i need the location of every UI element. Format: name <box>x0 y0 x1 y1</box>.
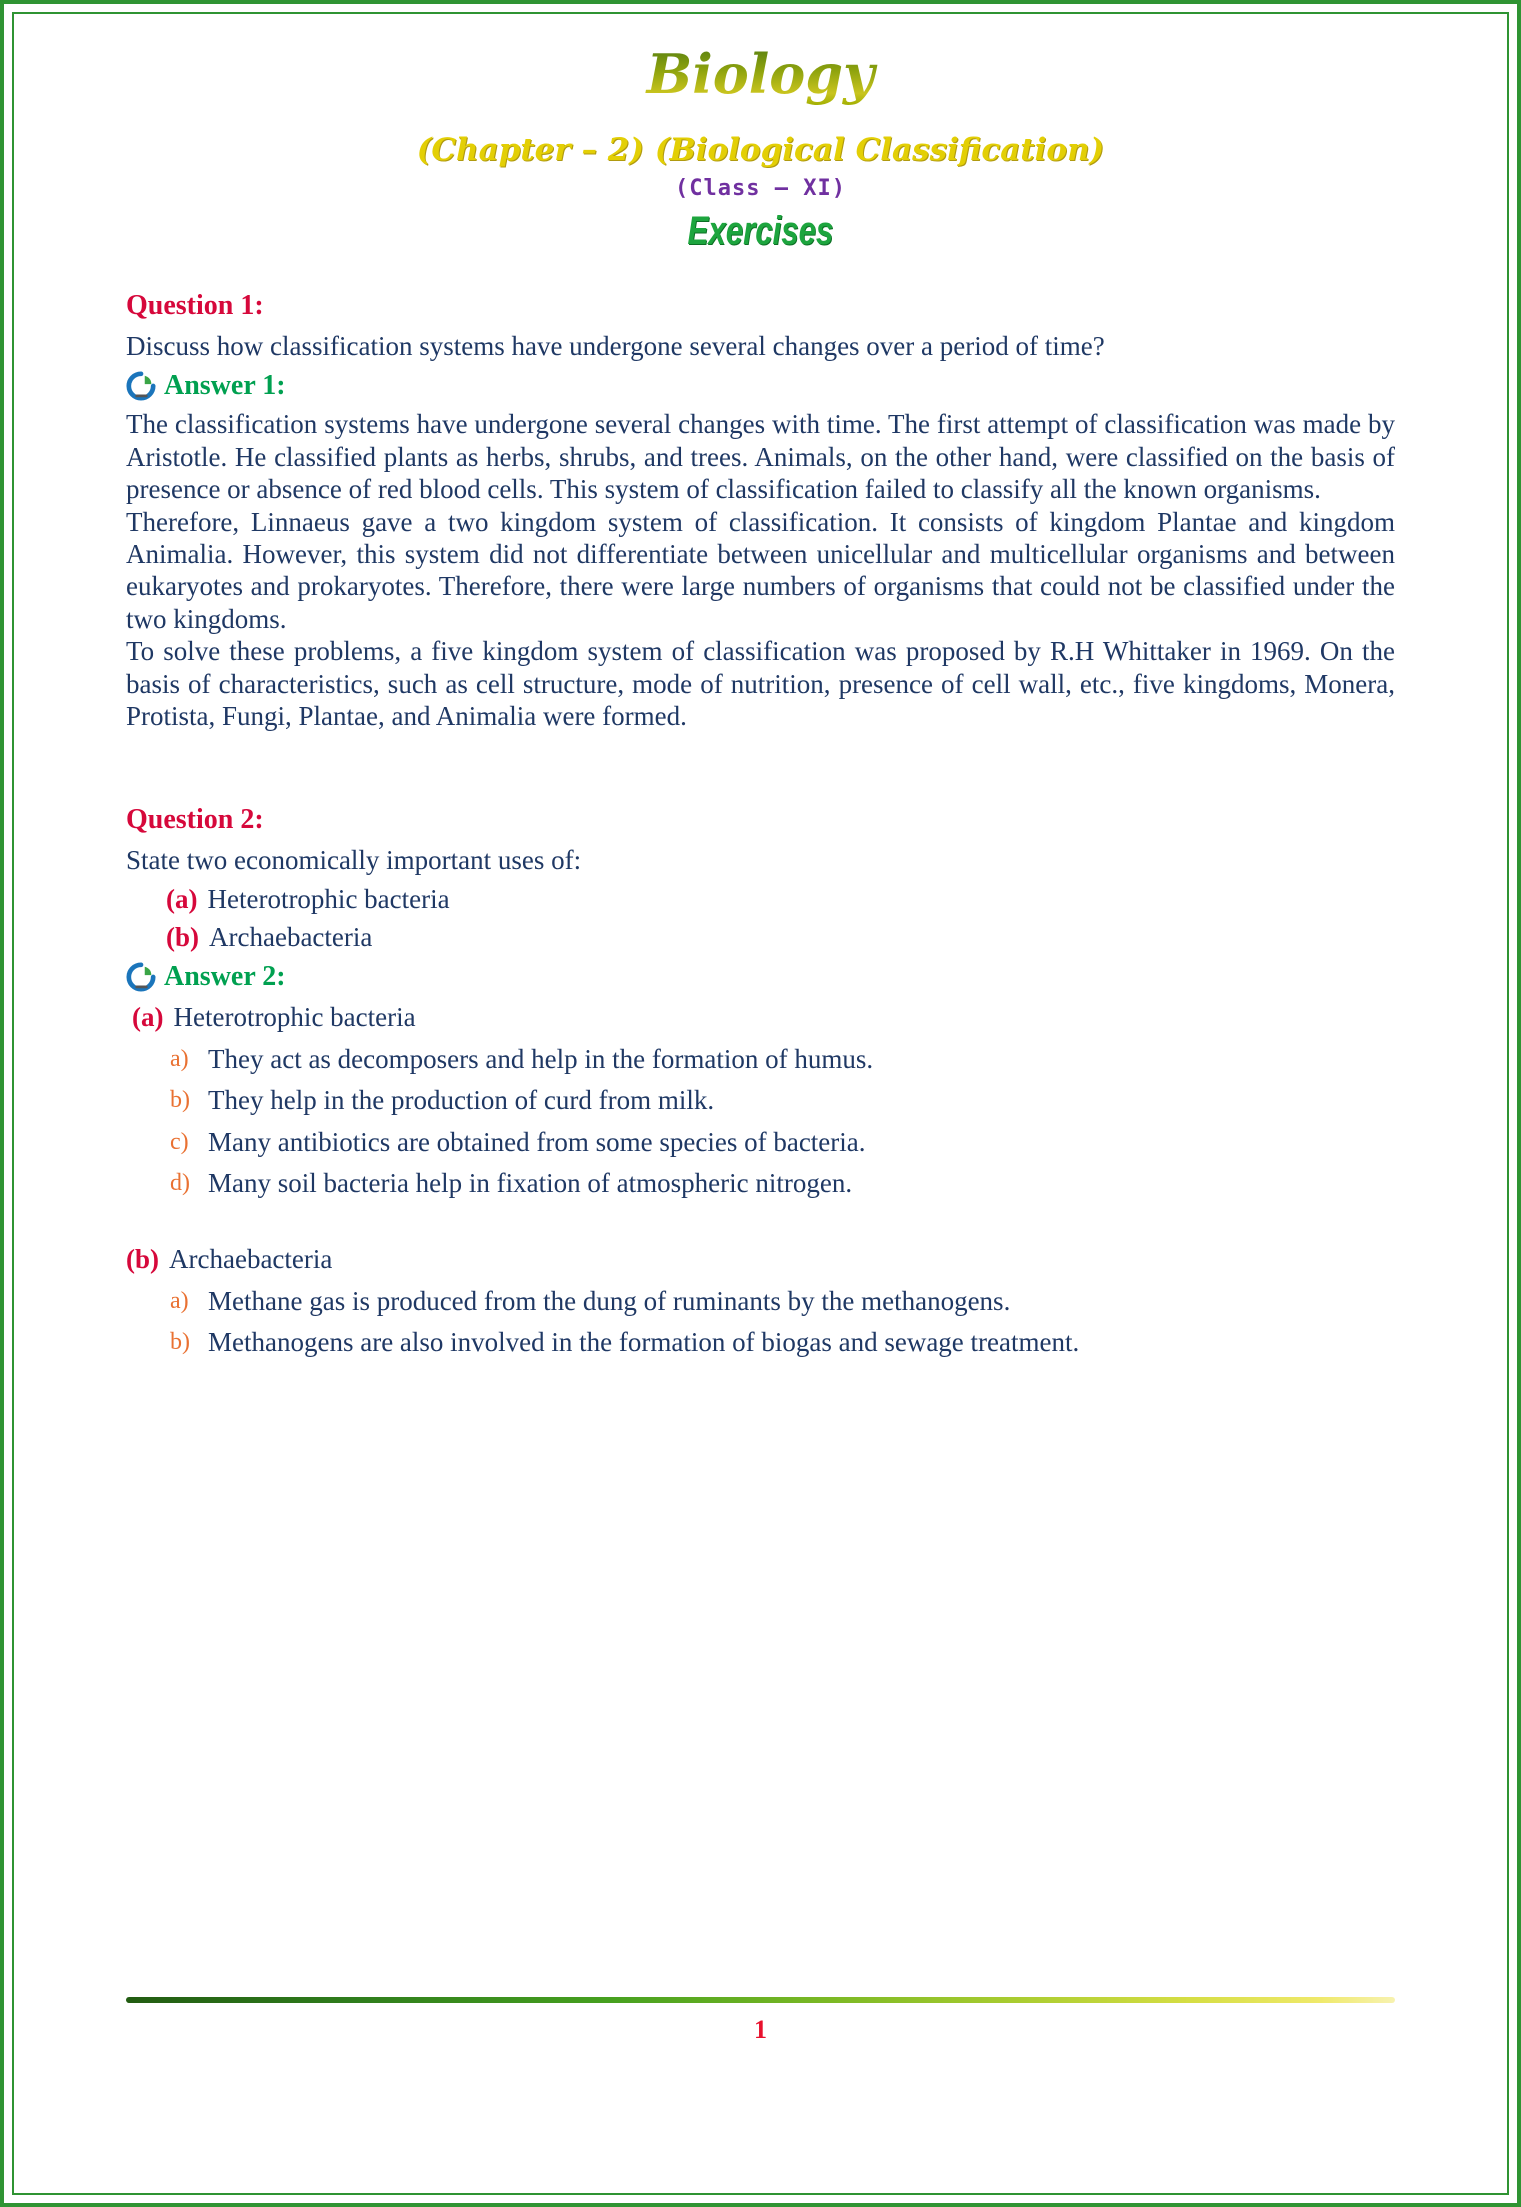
question-2-intro: State two economically important uses of: <box>126 845 582 876</box>
answer-2-label: Answer 2: <box>164 961 286 993</box>
leaf-swirl-brand-icon <box>126 371 156 401</box>
answer-2-row <box>126 961 1395 993</box>
answer-2-part-a-title <box>126 1001 1395 1033</box>
page-footer <box>126 1997 1395 2193</box>
option-marker: (b) <box>166 922 199 953</box>
document-header <box>126 34 1395 254</box>
question-1-section <box>126 290 1395 732</box>
chapter-heading: (Chapter – 2) (Biological Classification) <box>416 132 1105 168</box>
part-title-text: Archaebacteria <box>169 1244 333 1275</box>
list-item-text: Methanogens are also involved in the formation of biogas and sewage treatment. <box>208 1327 1080 1358</box>
list-item-text: Methane gas is produced from the dung of ruminants by the methanogens. <box>208 1285 1011 1316</box>
answer-1-paragraph: The classification systems have undergone several changes with time. The first attempt of classification was made by Aristotle. He classified plants as herbs, shrubs, and trees. Animals, on the other hand, were classified on the basis of presence or absence of red blood cells. This system of classification failed to classify all the known organisms. <box>126 409 1395 505</box>
option-marker: (a) <box>166 883 198 914</box>
question-1-label: Question 1: <box>126 290 264 321</box>
page-inner-frame <box>12 12 1509 2195</box>
answer-1-label: Answer 1: <box>164 370 286 402</box>
option-text: Archaebacteria <box>209 922 373 953</box>
page-title: Biology <box>126 42 1395 106</box>
list-item-marker: b) <box>170 1329 190 1356</box>
list-item <box>126 1326 1395 1358</box>
list-item <box>126 1043 1395 1075</box>
list-item-marker: a) <box>170 1045 189 1072</box>
list-item-text: They act as decomposers and help in the formation of humus. <box>208 1043 874 1074</box>
list-item-marker: a) <box>170 1287 189 1314</box>
list-item <box>126 1084 1395 1116</box>
list-item-text: They help in the production of curd from milk. <box>208 1085 715 1116</box>
page-number: 1 <box>754 2015 767 2044</box>
list-item-marker: b) <box>170 1087 190 1114</box>
question-1-text: Discuss how classification systems have undergone several changes over a period of time? <box>126 331 1105 361</box>
list-item <box>126 1126 1395 1158</box>
answer-1-paragraph: Therefore, Linnaeus gave a two kingdom system of classification. It consists of kingdom Plantae and kingdom Animalia. However, this system did not differentiate between unicellular and multicellular organisms and between eukaryotes and prokaryotes. Therefore, there were large numbers of organisms that could not be classified under the two kingdoms. <box>126 506 1395 634</box>
exercises-heading: Exercises <box>687 209 834 253</box>
part-marker: (a) <box>132 1002 164 1033</box>
answer-2-part-b-title <box>126 1243 1395 1275</box>
question-2-label: Question 2: <box>126 804 264 836</box>
question-2-section <box>126 804 1395 1358</box>
part-marker: (b) <box>126 1244 159 1275</box>
exercises-heading-wrap <box>126 209 1395 254</box>
list-item <box>126 1167 1395 1199</box>
question-2-option-b <box>126 921 1395 953</box>
list-item <box>126 1285 1395 1317</box>
list-item-marker: d) <box>170 1170 190 1197</box>
list-item-marker: c) <box>170 1128 189 1155</box>
answer-1-row <box>126 370 1395 402</box>
part-title-text: Heterotrophic bacteria <box>173 1002 416 1033</box>
answer-1-paragraph: To solve these problems, a five kingdom system of classification was proposed by R.H Whittaker in 1969. On the basis of characteristics, such as cell structure, mode of nutrition, presence of cell wall, etc., five kingdoms, Monera, Protista, Fungi, Plantae, and Animalia were formed. <box>126 636 1395 731</box>
list-item-text: Many antibiotics are obtained from some species of bacteria. <box>208 1126 866 1157</box>
list-item-text: Many soil bacteria help in fixation of atmospheric nitrogen. <box>208 1168 853 1199</box>
footer-divider <box>126 1997 1395 2003</box>
option-text: Heterotrophic bacteria <box>207 883 450 914</box>
leaf-swirl-brand-icon <box>126 962 156 992</box>
question-2-option-a <box>126 883 1395 915</box>
class-heading: (Class – XI) <box>675 176 846 201</box>
